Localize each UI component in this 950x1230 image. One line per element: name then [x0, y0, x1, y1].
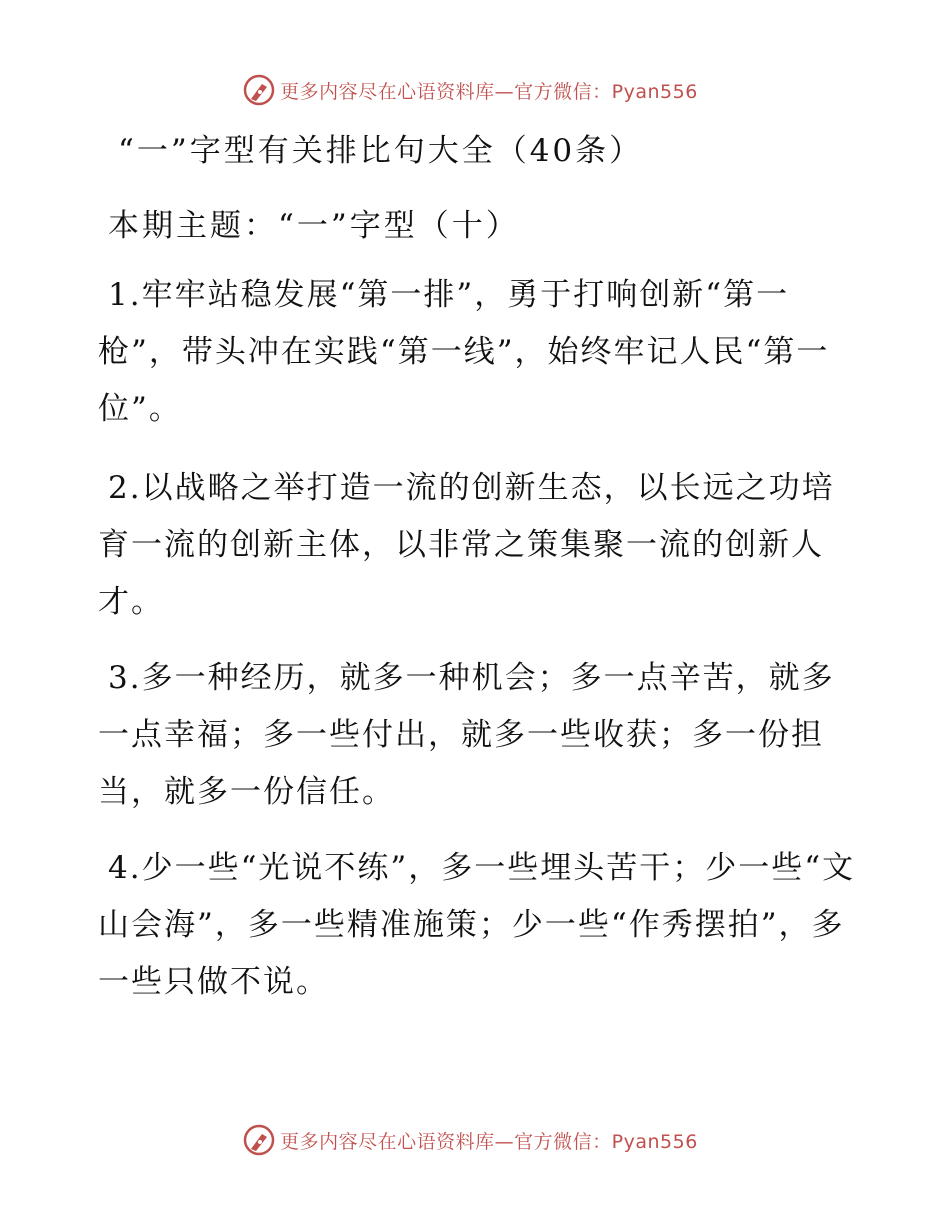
watermark-text: 更多内容尽在心语资料库—官方微信：Pyan556: [280, 1130, 698, 1153]
footer-watermark: [0, 1120, 950, 1160]
document-title: “一”字型有关排比句大全（40条）: [118, 133, 644, 169]
list-item: 1.牢牢站稳发展“第一排”，勇于打响创新“第一枪”，带头冲在实践“第一线”，始终牢记人民“第一位”。: [98, 277, 830, 427]
list-item: 2.以战略之举打造一流的创新生态，以长远之功培育一流的创新主体，以非常之策集聚一流的创新人才。: [98, 470, 835, 620]
pen-nib-icon: [242, 1123, 276, 1157]
list-item: 4.少一些“光说不练”，多一些埋头苦干；少一些“文山会海”，多一些精准施策；少一些“作秀摆拍”，多一些只做不说。: [98, 850, 856, 1000]
pen-nib-icon: [242, 73, 276, 107]
header-watermark: [0, 70, 950, 110]
watermark-text: 更多内容尽在心语资料库—官方微信：Pyan556: [280, 80, 698, 103]
document-subtitle: 本期主题：“一”字型（十）: [108, 208, 520, 244]
list-item: 3.多一种经历，就多一种机会；多一点辛苦，就多一点幸福；多一些付出，就多一些收获；多一份担当，就多一份信任。: [98, 660, 835, 810]
